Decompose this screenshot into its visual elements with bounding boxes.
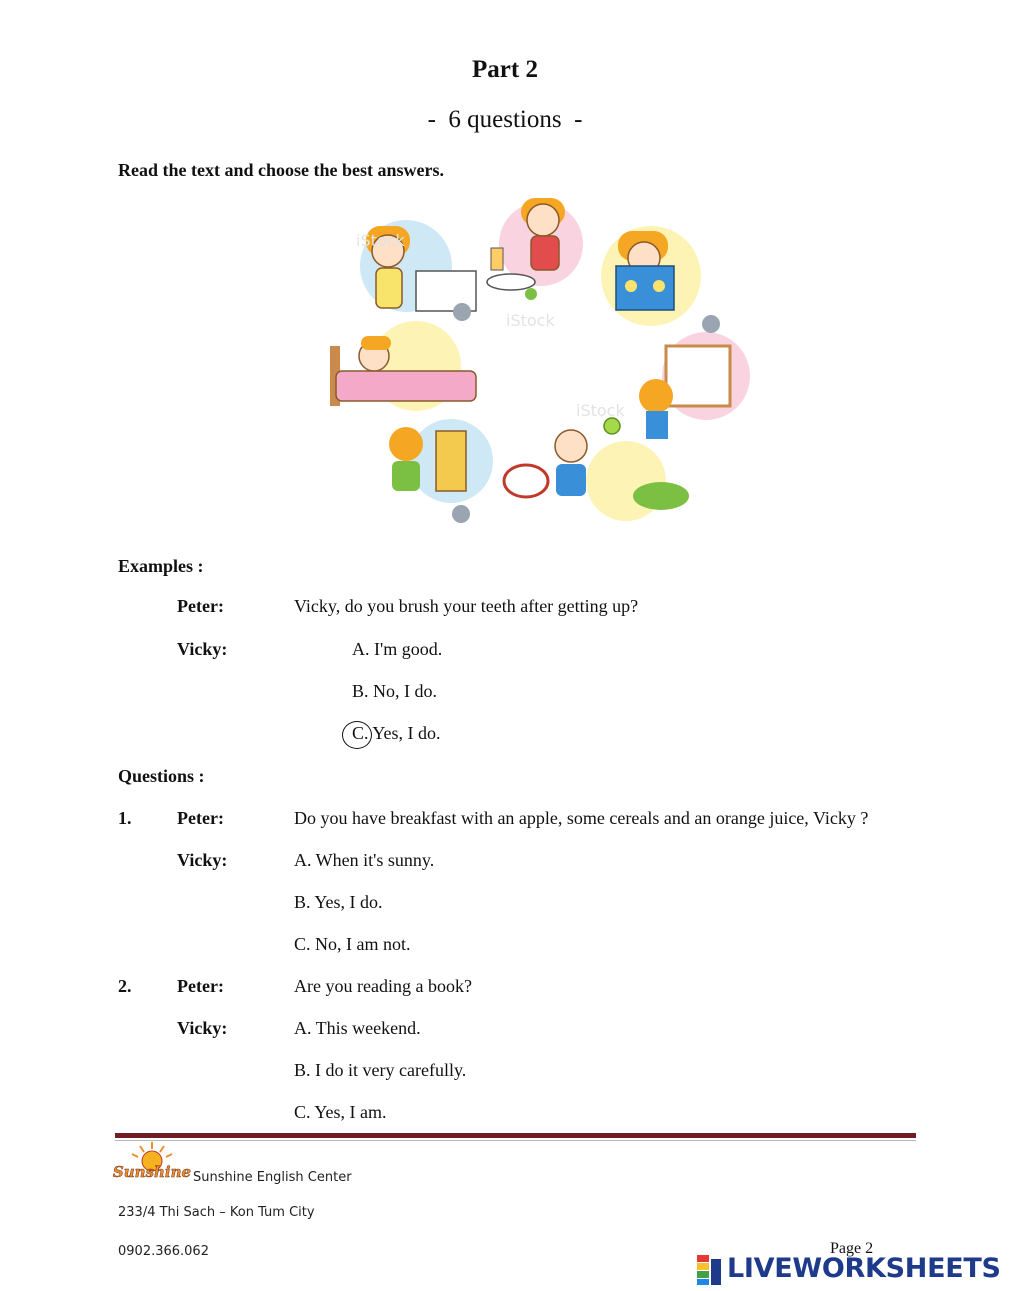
footer-divider: [115, 1133, 916, 1138]
example-question: Vicky, do you brush your teeth after getting up?: [294, 596, 639, 616]
instruction-text: Read the text and choose the best answers.: [118, 160, 444, 180]
q2-speaker-vicky: Vicky:: [177, 1018, 228, 1038]
sunshine-logo-icon: [112, 1140, 192, 1182]
page-title: Part 2: [472, 56, 538, 83]
question-number: 1.: [118, 808, 132, 828]
q2-option-c[interactable]: C. Yes, I am.: [294, 1102, 387, 1122]
liveworksheets-logo-icon: [697, 1255, 723, 1285]
example-option-a: A. I'm good.: [352, 639, 443, 659]
example-option-b: B. No, I do.: [352, 681, 437, 701]
watermark-text: iStock: [356, 231, 405, 250]
page-subtitle: - 6 questions -: [427, 106, 583, 133]
girl-painting-icon: [639, 346, 730, 439]
sunshine-logo: [112, 1140, 192, 1182]
example-speaker-vicky: Vicky:: [177, 639, 228, 659]
center-phone: 0902.366.062: [118, 1244, 209, 1259]
watermark-text-2: iStock: [506, 311, 555, 330]
example-option-c: C. Yes, I do.: [352, 723, 441, 743]
questions-heading: Questions :: [118, 766, 205, 786]
q1-speaker-vicky: Vicky:: [177, 850, 228, 870]
example-speaker-peter: Peter:: [177, 596, 224, 616]
question-number: 2.: [118, 976, 132, 996]
q2-option-b[interactable]: B. I do it very carefully.: [294, 1060, 467, 1080]
q2-speaker-peter: Peter:: [177, 976, 224, 996]
illustration-svg: [326, 196, 750, 530]
footer-divider-thin: [115, 1140, 916, 1141]
q1-speaker-peter: Peter:: [177, 808, 224, 828]
liveworksheets-text: LIVEWORKSHEETS: [727, 1253, 1001, 1284]
kids-daily-routine-illustration: [326, 196, 750, 530]
q1-option-a[interactable]: A. When it's sunny.: [294, 850, 435, 870]
page-number: Page 2: [830, 1240, 874, 1257]
watermark-text-3: iStock: [576, 401, 625, 420]
center-name: Sunshine English Center: [193, 1170, 352, 1185]
examples-heading: Examples :: [118, 556, 204, 576]
q1-option-c[interactable]: C. No, I am not.: [294, 934, 411, 954]
q1-question: Do you have breakfast with an apple, some cereals and an orange juice, Vicky ?: [294, 808, 869, 828]
q2-question: Are you reading a book?: [294, 976, 472, 996]
sunshine-logo-text: Sunshine: [112, 1163, 192, 1181]
center-address: 233/4 Thi Sach – Kon Tum City: [118, 1205, 315, 1220]
q2-option-a[interactable]: A. This weekend.: [294, 1018, 421, 1038]
q1-option-b[interactable]: B. Yes, I do.: [294, 892, 383, 912]
